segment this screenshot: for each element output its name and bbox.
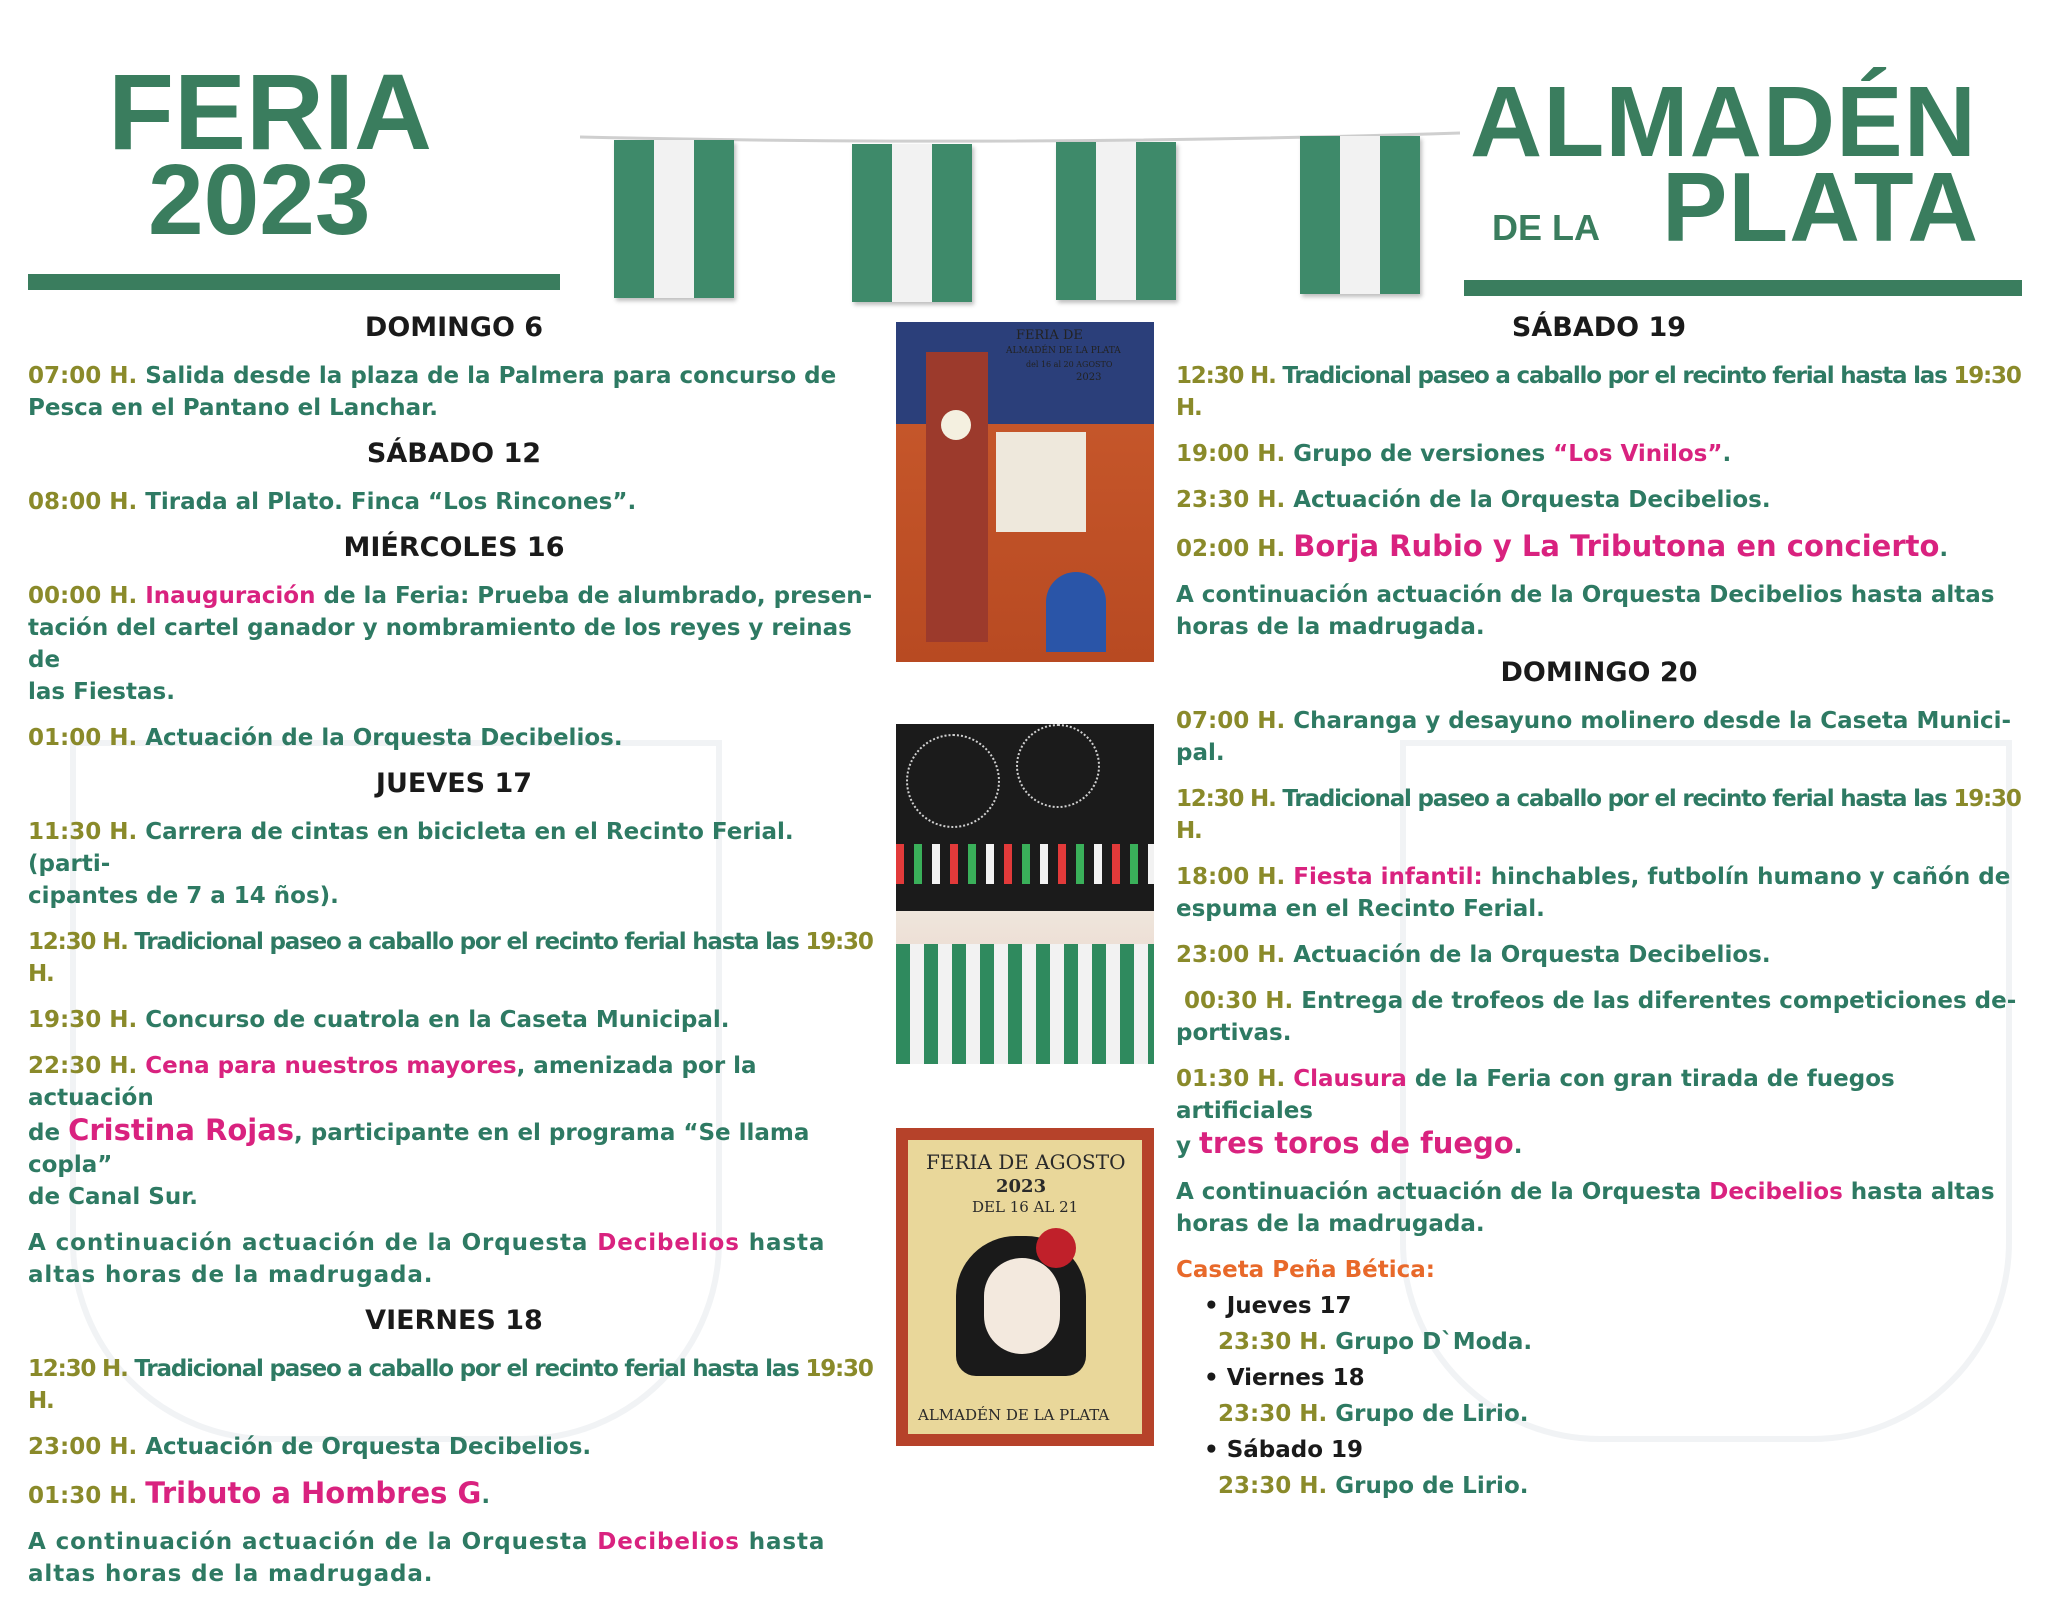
poster-clock bbox=[941, 410, 971, 440]
highlight-artist: Cristina Rojas bbox=[68, 1113, 295, 1147]
event-text: Grupo D`Moda. bbox=[1335, 1329, 1533, 1355]
poster-firework-1 bbox=[906, 734, 1000, 828]
time: 23:00 H. bbox=[28, 1434, 138, 1460]
event-inauguracion bbox=[28, 580, 880, 708]
poster-3-face bbox=[984, 1258, 1060, 1354]
event-text: Salida desde la plaza de la Palmera para concurso de bbox=[145, 363, 837, 389]
poster-1-year: 2023 bbox=[1076, 372, 1102, 383]
title-feria: FERIA bbox=[108, 51, 432, 172]
event-text: horas de la madrugada. bbox=[1176, 1211, 1485, 1237]
event-text: Tradicional paseo a caballo por el recinto ferial hasta las bbox=[134, 929, 799, 955]
event-clausura: 01:30 H. Clausura de la Feria con gran tirada de fuegos artificiales y tres toros de fuego. bbox=[1176, 1066, 1895, 1160]
event-text: Actuación de la Orquesta Decibelios. bbox=[1293, 487, 1771, 513]
time: 08:00 H. bbox=[28, 489, 138, 515]
event-text: Tradicional paseo a caballo por el recinto ferial hasta las bbox=[134, 1356, 799, 1382]
event-cena bbox=[28, 1050, 880, 1213]
time: 01:30 H. bbox=[1176, 1066, 1286, 1092]
event-tirada bbox=[28, 486, 880, 518]
highlight-artist: Borja Rubio y La Tributona en concierto bbox=[1293, 529, 1940, 563]
event-paseo-17 bbox=[28, 926, 880, 990]
right-column bbox=[1176, 312, 2022, 1502]
event-text: Charanga y desayuno molinero desde la Caseta Munici- bbox=[1293, 708, 2012, 734]
highlight: Clausura bbox=[1293, 1066, 1407, 1092]
event-carrera bbox=[28, 816, 880, 912]
event-text: altas horas de la madrugada. bbox=[28, 1262, 434, 1288]
event-text: de Canal Sur. bbox=[28, 1184, 198, 1210]
day-jueves-17: JUEVES 17 bbox=[375, 768, 533, 799]
highlight: Inauguración bbox=[145, 583, 316, 609]
caseta-event bbox=[1218, 1398, 2022, 1430]
event-text: Grupo de Lirio. bbox=[1335, 1473, 1529, 1499]
poster-lights bbox=[896, 844, 1154, 884]
time: 12:30 H. bbox=[1176, 363, 1276, 389]
header-bar-left bbox=[28, 274, 560, 290]
event-cuatrola bbox=[28, 1004, 880, 1036]
time: 02:00 H. bbox=[1176, 536, 1286, 562]
event-text: Entrega de trofeos de las diferentes competiciones de- bbox=[1301, 988, 2017, 1014]
event-text: Carrera de cintas en bicicleta en el Recinto Ferial. (parti- bbox=[28, 819, 794, 877]
event-text: Pesca en el Pantano el Lanchar. bbox=[28, 395, 438, 421]
event-text: horas de la madrugada. bbox=[1176, 614, 1485, 640]
event-text: de bbox=[28, 1120, 61, 1146]
caseta-day: • Sábado 19 bbox=[1204, 1437, 1364, 1463]
event-orquesta-19 bbox=[1176, 484, 2022, 516]
time: 19:30 H. bbox=[1176, 786, 2021, 844]
event-text: A continuación actuación de la Orquesta bbox=[28, 1529, 589, 1555]
event-vinilos: 19:00 H. Grupo de versiones “Los Vinilos”. bbox=[1176, 441, 1732, 467]
event-text: cipantes de 7 a 14 ños). bbox=[28, 883, 339, 909]
poster-firework-2 bbox=[1016, 724, 1100, 808]
highlight-artist: Tributo a Hombres G bbox=[145, 1476, 482, 1510]
time: 07:00 H. bbox=[28, 363, 138, 389]
time: 07:00 H. bbox=[1176, 708, 1286, 734]
event-text: hasta bbox=[748, 1230, 826, 1256]
highlight-artist: tres toros de fuego bbox=[1199, 1126, 1514, 1160]
poster-3-year: 2023 bbox=[996, 1176, 1047, 1197]
event-text: tación del cartel ganador y nombramiento de los reyes y reinas de bbox=[28, 615, 852, 673]
event-text: y bbox=[1176, 1133, 1191, 1159]
event-orquesta-20 bbox=[1176, 939, 2022, 971]
title-almaden: ALMADÉN bbox=[1470, 66, 1977, 178]
event-continuacion-18 bbox=[28, 1526, 880, 1590]
event-continuacion-19 bbox=[1176, 579, 2022, 643]
left-column bbox=[28, 312, 880, 1604]
caseta-event bbox=[1218, 1326, 2022, 1358]
highlight: Decibelios bbox=[1709, 1179, 1843, 1205]
highlight: Decibelios bbox=[597, 1529, 740, 1555]
time: 22:30 H. bbox=[28, 1053, 138, 1079]
poster-3-town: ALMADÉN DE LA PLATA bbox=[918, 1406, 1110, 1424]
time: 23:30 H. bbox=[1218, 1473, 1328, 1499]
poster-1-title: FERIA DE bbox=[1016, 328, 1083, 343]
time: 19:30 H. bbox=[28, 929, 873, 987]
poster-3-title: FERIA DE AGOSTO bbox=[926, 1150, 1126, 1174]
event-text: Tradicional paseo a caballo por el recinto ferial hasta las bbox=[1282, 363, 1947, 389]
event-continuacion-17 bbox=[28, 1227, 880, 1291]
caseta-day: • Jueves 17 bbox=[1204, 1293, 1352, 1319]
day-domingo-6: DOMINGO 6 bbox=[364, 312, 544, 343]
time: 00:00 H. bbox=[28, 583, 138, 609]
event-charanga bbox=[1176, 705, 2022, 769]
event-text: hasta altas bbox=[1850, 1179, 1995, 1205]
poster-feria-plaza bbox=[896, 322, 1154, 662]
highlight: “Los Vinilos” bbox=[1553, 441, 1723, 467]
flag-1 bbox=[614, 140, 734, 298]
event-orquesta-16 bbox=[28, 722, 880, 754]
event-paseo-19 bbox=[1176, 360, 2022, 424]
flag-2 bbox=[852, 144, 972, 302]
time: 12:30 H. bbox=[1176, 786, 1276, 812]
time: 19:30 H. bbox=[28, 1007, 138, 1033]
time: 12:30 H. bbox=[28, 929, 128, 955]
time: 01:30 H. bbox=[28, 1483, 138, 1509]
event-text: A continuación actuación de la Orquesta bbox=[1176, 1179, 1702, 1205]
caseta-event bbox=[1218, 1470, 2022, 1502]
event-trofeos bbox=[1176, 985, 2022, 1049]
time: 23:30 H. bbox=[1218, 1329, 1328, 1355]
event-text: espuma en el Recinto Ferial. bbox=[1176, 896, 1545, 922]
event-text: las Fiestas. bbox=[28, 679, 175, 705]
time: 23:30 H. bbox=[1218, 1401, 1328, 1427]
event-text: Grupo de Lirio. bbox=[1335, 1401, 1529, 1427]
caseta-heading: Caseta Peña Bética: bbox=[1176, 1257, 1435, 1283]
poster-1-dates: del 16 al 20 AGOSTO bbox=[1026, 360, 1113, 369]
poster-curtains bbox=[896, 944, 1154, 1064]
time: 00:30 H. bbox=[1184, 988, 1294, 1014]
event-text: Tirada al Plato. Finca “Los Rincones”. bbox=[145, 489, 637, 515]
day-viernes-18: VIERNES 18 bbox=[365, 1305, 543, 1336]
poster-dancers bbox=[1046, 572, 1106, 652]
event-text: A continuación actuación de la Orquesta Decibelios hasta altas bbox=[1176, 582, 1995, 608]
highlight: Fiesta infantil: bbox=[1293, 864, 1483, 890]
highlight: Decibelios bbox=[597, 1230, 740, 1256]
event-text: A continuación actuación de la Orquesta bbox=[28, 1230, 589, 1256]
time: 11:30 H. bbox=[28, 819, 138, 845]
event-tributo: 01:30 H. Tributo a Hombres G. bbox=[28, 1476, 491, 1510]
event-text: Concurso de cuatrola en la Caseta Municipal. bbox=[145, 1007, 730, 1033]
event-fiesta-infantil bbox=[1176, 861, 2022, 925]
highlight: Cena para nuestros mayores bbox=[145, 1053, 517, 1079]
poster-3-dates: DEL 16 AL 21 bbox=[972, 1198, 1079, 1216]
day-sabado-12: SÁBADO 12 bbox=[366, 438, 542, 469]
time: 23:00 H. bbox=[1176, 942, 1286, 968]
time: 12:30 H. bbox=[28, 1356, 128, 1382]
event-text: pal. bbox=[1176, 740, 1225, 766]
time: 18:00 H. bbox=[1176, 864, 1286, 890]
event-text: Actuación de la Orquesta Decibelios. bbox=[1293, 942, 1771, 968]
poster-flamenca bbox=[896, 1128, 1154, 1446]
event-text: hinchables, futbolín humano y cañón de bbox=[1490, 864, 2011, 890]
title-year: 2023 bbox=[148, 144, 371, 256]
day-domingo-20: DOMINGO 20 bbox=[1500, 657, 1698, 688]
time: 19:00 H. bbox=[1176, 441, 1286, 467]
poster-clock-tower bbox=[926, 352, 988, 642]
day-miercoles-16: MIÉRCOLES 16 bbox=[343, 532, 565, 563]
event-text: altas horas de la madrugada. bbox=[28, 1561, 434, 1587]
flag-4 bbox=[1300, 136, 1420, 294]
title-de-la: DE LA bbox=[1492, 207, 1600, 248]
header-bar-right bbox=[1464, 280, 2022, 296]
caseta-day: • Viernes 18 bbox=[1204, 1365, 1365, 1391]
day-sabado-19: SÁBADO 19 bbox=[1511, 312, 1687, 343]
event-borja-rubio: 02:00 H. Borja Rubio y La Tributona en concierto. bbox=[1176, 529, 1949, 563]
event-text: Grupo de versiones bbox=[1293, 441, 1546, 467]
poster-1-subtitle: ALMADÉN DE LA PLATA bbox=[1006, 346, 1121, 356]
event-text: , participante en el programa “Se llama copla” bbox=[28, 1120, 810, 1178]
event-pesca bbox=[28, 360, 880, 424]
poster-3-flower bbox=[1036, 1228, 1076, 1268]
event-text: de la Feria con gran tirada de fuegos artificiales bbox=[1176, 1066, 1895, 1124]
event-text: portivas. bbox=[1176, 1020, 1292, 1046]
event-text: Actuación de Orquesta Decibelios. bbox=[145, 1434, 592, 1460]
poster-church bbox=[996, 432, 1086, 532]
time: 19:30 H. bbox=[28, 1356, 873, 1414]
event-continuacion-20 bbox=[1176, 1176, 2022, 1240]
title-plata: PLATA bbox=[1662, 152, 1980, 262]
time: 19:30 H. bbox=[1176, 363, 2021, 421]
event-text: hasta bbox=[748, 1529, 826, 1555]
time: 01:00 H. bbox=[28, 725, 138, 751]
event-text: de la Feria: Prueba de alumbrado, presen- bbox=[323, 583, 873, 609]
event-paseo-18 bbox=[28, 1353, 880, 1417]
event-text: , amenizada por la actuación bbox=[28, 1053, 757, 1111]
event-orquesta-18 bbox=[28, 1431, 880, 1463]
poster-fireworks-caseta bbox=[896, 724, 1154, 1064]
event-text: Tradicional paseo a caballo por el recinto ferial hasta las bbox=[1282, 786, 1947, 812]
flag-3 bbox=[1056, 142, 1176, 300]
time: 23:30 H. bbox=[1176, 487, 1286, 513]
event-text: Actuación de la Orquesta Decibelios. bbox=[145, 725, 623, 751]
event-paseo-20 bbox=[1176, 783, 2022, 847]
